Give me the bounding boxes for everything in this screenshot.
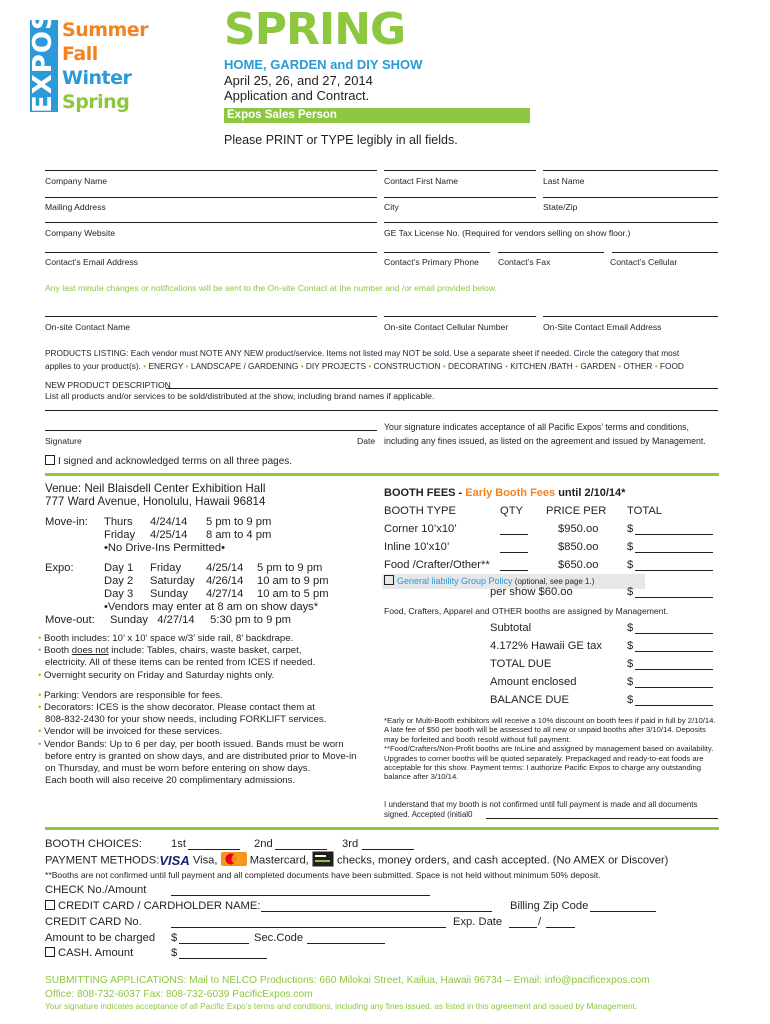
- cellular-label: Contact’s Cellular: [610, 257, 678, 267]
- credit-card-no-label: CREDIT CARD No.: [45, 916, 142, 928]
- balance-due-input[interactable]: [635, 705, 713, 706]
- movein-day: Thurs: [104, 516, 133, 528]
- season-summer: Summer: [62, 19, 149, 41]
- expos-logo-bar: [28, 10, 58, 113]
- product-list-line[interactable]: [45, 410, 718, 411]
- booth-choices-label: BOOTH CHOICES:: [45, 838, 142, 850]
- onsite-name-label: On-site Contact Name: [45, 322, 131, 332]
- fine-print: *Early or Multi-Booth exhibitors will receive a 10% discount on booth fees if paid in full by 2/10/14. A late fee of $50 per booth will be assessed to all new or unpaid booths after 3/10/14. Deposits may be forfeited and booth resold without full payment. **Food/Crafters/Non-Profit booths are InLine and assigned by management based on availability. Upgrades to corner booths will be quoted separately. Prepackaged and ready-to-eat foods are acceptable for this show. Payment terms: I authorize Pacific Expos to charge any outstanding balance after 3/10/14.: [384, 716, 716, 782]
- check-no-label: CHECK No./Amount: [45, 884, 147, 896]
- expo-day: Friday: [150, 562, 182, 574]
- exp-month-input[interactable]: [509, 927, 537, 928]
- booth-info-block: • Booth includes: 10’ x 10’ space w/3’ side rail, 8’ backdrape. • Booth does not include: Tables, chairs, waste basket, carpet, electricity. All of these items can be rented from ICES if needed. • Overnight security on Friday and Saturday nights only. • Parking: Vendors are responsible for fees. • Decorators: ICES is the show decorator. Please contact them at 808-832-2430 for your show needs, including FORKLIFT services. • Vendor will be invoiced for these services. • Vendor Bands: Up to 6 per day, per booth issued. Bands must be worn before entry is granted on show days, and are distributed prior to Move-in on Thursday, and must be worn before entering on show days. Each booth will also receive 20 complimentary admissions.: [38, 633, 357, 787]
- product-categories: applies to your product(s). • ENERGY • LANDSCAPE / GARDENING • DIY PROJECTS • CONSTRUCTION • DECORATING • KITCHEN /BATH • GARDEN • OTHER • FOOD: [45, 361, 684, 371]
- cash-row[interactable]: CASH. Amount: [45, 947, 133, 959]
- category-kitchen-bath[interactable]: KITCHEN /BATH: [510, 361, 573, 371]
- total-input[interactable]: [635, 534, 713, 535]
- dollar-sign: $: [627, 658, 634, 670]
- venue-line-1: Venue: Neil Blaisdell Center Exhibition Hall: [45, 482, 266, 495]
- cardholder-name-input[interactable]: [261, 911, 492, 912]
- credit-card-no-input[interactable]: [171, 927, 446, 928]
- per-show-total: $: [627, 586, 634, 598]
- expo-time: 10 am to 9 pm: [257, 575, 329, 587]
- expo-label: Expo:: [45, 562, 74, 574]
- website-line[interactable]: [45, 222, 377, 223]
- expo-time: 10 am to 5 pm: [257, 588, 329, 600]
- dollar-sign: $: [627, 676, 634, 688]
- qty-input[interactable]: [500, 570, 528, 571]
- cellular-line[interactable]: [612, 252, 718, 253]
- exp-date-label: Exp. Date: [453, 916, 503, 928]
- company-name-line[interactable]: [45, 170, 377, 171]
- ge-tax-line[interactable]: [384, 222, 718, 223]
- balance-due-label: BALANCE DUE: [490, 694, 569, 706]
- footer-office: Office: 808-732-6037 Fax: 808-732-6039 PacificExpos.com: [45, 989, 313, 1000]
- initial-input[interactable]: [486, 818, 718, 819]
- expo-date: 4/26/14: [206, 575, 244, 587]
- first-choice-input[interactable]: [188, 849, 240, 850]
- movein-time: 8 am to 4 pm: [206, 529, 272, 541]
- dollar-sign: $: [627, 640, 634, 652]
- check-icon: [312, 851, 334, 870]
- mailing-address-label: Mailing Address: [45, 202, 106, 212]
- ack-checkbox[interactable]: [45, 455, 55, 465]
- amount-charged-input[interactable]: [179, 943, 249, 944]
- expo-date: 4/27/14: [206, 588, 244, 600]
- mailing-address-line[interactable]: [45, 197, 377, 198]
- sec-code-input[interactable]: [307, 943, 385, 944]
- mastercard-icon: [221, 851, 247, 870]
- primary-phone-label: Contact’s Primary Phone: [384, 257, 479, 267]
- section-divider-2: [45, 827, 719, 830]
- subtotal-input[interactable]: [635, 633, 713, 634]
- onsite-notice: Any last minute changes or notifications will be sent to the On-site Contact at the number and /or email provided below.: [45, 283, 497, 293]
- exp-year-input[interactable]: [546, 927, 575, 928]
- fee-row-price: $850.oo: [558, 541, 599, 553]
- expo-day: Sunday: [150, 588, 188, 600]
- footer-terms: Your signature indicates acceptance of all Pacific Expo’s terms and conditions, including any fines issued, as listed in this agreement and issued by Management.: [45, 1001, 638, 1011]
- fee-row-type: Inline 10’x10’: [384, 541, 450, 553]
- season-winter: Winter: [62, 67, 132, 89]
- cash-checkbox[interactable]: [45, 947, 55, 957]
- venue-line-2: 777 Ward Avenue, Honolulu, Hawaii 96814: [45, 495, 266, 508]
- onsite-cell-line[interactable]: [384, 316, 536, 317]
- sales-person-bar: [224, 108, 530, 123]
- expo-day: Saturday: [150, 575, 195, 587]
- amount-charged-label: Amount to be charged: [45, 932, 156, 944]
- payment-methods-row: PAYMENT METHODS:VISA Visa, Mastercard, checks, money orders, and cash accepted. (No AMEX or Discover): [45, 853, 669, 868]
- fee-row-total: $: [627, 559, 634, 571]
- instruction-text: Please PRINT or TYPE legibly in all fields.: [224, 133, 458, 147]
- food-booth-note: Food, Crafters, Apparel and OTHER booths are assigned by Management.: [384, 606, 669, 616]
- category-diy[interactable]: DIY PROJECTS: [305, 361, 367, 371]
- signature-label: Signature: [45, 436, 82, 446]
- qty-input[interactable]: [500, 534, 528, 535]
- amount-enclosed-label: Amount enclosed: [490, 676, 577, 688]
- ge-tax-label: GE Tax License No. (Required for vendors selling on show floor.): [384, 228, 631, 238]
- company-name-label: Company Name: [45, 176, 108, 186]
- qty-input[interactable]: [500, 552, 528, 553]
- movein-date: 4/25/14: [150, 529, 188, 541]
- fax-label: Contact’s Fax: [498, 257, 551, 267]
- city-label: City: [384, 202, 399, 212]
- signature-note-2: including any fines issued, as listed on the agreement and issued by Management.: [384, 436, 706, 446]
- total-input[interactable]: [635, 570, 713, 571]
- fax-line[interactable]: [498, 252, 604, 253]
- sec-code-label: Sec.Code: [254, 932, 304, 944]
- dollar-sign: $: [627, 694, 634, 706]
- onsite-cell-label: On-site Contact Cellular Number: [384, 322, 509, 332]
- category-garden[interactable]: GARDEN: [580, 361, 616, 371]
- col-total: TOTAL: [627, 505, 663, 517]
- email-label: Contact’s Email Address: [45, 257, 138, 267]
- category-food[interactable]: FOOD: [659, 361, 684, 371]
- category-decorating[interactable]: DECORATING: [448, 361, 503, 371]
- tax-input[interactable]: [635, 651, 713, 652]
- onsite-email-line[interactable]: [543, 316, 718, 317]
- signature-line[interactable]: [45, 430, 377, 431]
- liability-row[interactable]: General liability Group Policy (optional, see page 1.): [382, 574, 645, 589]
- fee-row-total: $: [627, 541, 634, 553]
- movein-label: Move-in:: [45, 516, 88, 528]
- signature-note-1: Your signature indicates acceptance of all Pacific Expos’ terms and conditions,: [384, 422, 689, 432]
- fee-row-type: Corner 10’x10’: [384, 523, 457, 535]
- new-product-line[interactable]: [166, 388, 718, 389]
- moveout-value: Sunday 4/27/14 5:30 pm to 9 pm: [110, 614, 291, 626]
- last-name-label: Last Name: [543, 176, 585, 186]
- credit-card-checkbox[interactable]: [45, 900, 55, 910]
- season-spring: Spring: [62, 91, 130, 113]
- second-choice-input[interactable]: [275, 849, 327, 850]
- second-choice-label: 2nd: [254, 838, 273, 850]
- moveout-label: Move-out:: [45, 614, 95, 626]
- fee-row-total: $: [627, 523, 634, 535]
- first-choice-label: 1st: [171, 838, 186, 850]
- expo-date: 4/25/14: [206, 562, 244, 574]
- state-zip-label: State/Zip: [543, 202, 578, 212]
- contact-first-label: Contact First Name: [384, 176, 459, 186]
- primary-phone-line[interactable]: [384, 252, 490, 253]
- show-title: SPRING: [224, 4, 406, 55]
- state-zip-line[interactable]: [543, 197, 718, 198]
- expo-time: 5 pm to 9 pm: [257, 562, 323, 574]
- col-price-per: PRICE PER: [546, 505, 607, 517]
- dollar-sign: $: [627, 622, 634, 634]
- tax-label: 4.172% Hawaii GE tax: [490, 640, 602, 652]
- fee-row-price: $950.oo: [558, 523, 599, 535]
- city-line[interactable]: [384, 197, 536, 198]
- billing-zip-input[interactable]: [590, 911, 656, 912]
- last-name-line[interactable]: [543, 170, 718, 171]
- third-choice-input[interactable]: [362, 849, 414, 850]
- website-label: Company Website: [45, 228, 116, 238]
- doc-title: Application and Contract.: [224, 88, 370, 103]
- movein-day: Friday: [104, 529, 136, 541]
- vendors-8am: •Vendors may enter at 8 am on show days*: [104, 601, 319, 613]
- subtotal-label: Subtotal: [490, 622, 532, 634]
- movein-date: 4/24/14: [150, 516, 188, 528]
- category-landscape[interactable]: LANDSCAPE / GARDENING: [190, 361, 299, 371]
- col-booth-type: BOOTH TYPE: [384, 505, 456, 517]
- dollar-sign: $: [171, 947, 178, 959]
- liability-total-input[interactable]: [635, 597, 713, 598]
- movein-time: 5 pm to 9 pm: [206, 516, 272, 528]
- not-confirmed-note: **Booths are not confirmed until full payment and all completed documents have been submitted. Space is not held without minimum 50% deposit.: [45, 870, 601, 880]
- confirm-line-1: I understand that my booth is not confirmed until full payment is made and all documents: [384, 800, 698, 809]
- category-other[interactable]: OTHER: [623, 361, 653, 371]
- email-line[interactable]: [45, 252, 377, 253]
- check-no-input[interactable]: [171, 895, 430, 896]
- sales-person-label: Expos Sales Person: [227, 109, 337, 121]
- billing-zip-label: Billing Zip Code: [510, 900, 589, 912]
- third-choice-label: 3rd: [342, 838, 359, 850]
- amount-enclosed-input[interactable]: [635, 687, 713, 688]
- confirm-line-2: signed. Accepted (initial0: [384, 810, 473, 819]
- booth-fees-title: BOOTH FEES - Early Booth Fees until 2/10/14*: [384, 487, 626, 499]
- date-label: Date: [357, 436, 376, 446]
- new-product-label: NEW PRODUCT DESCRIPTION: [45, 380, 171, 390]
- expo-day-num: Day 2: [104, 575, 134, 587]
- show-subtitle: HOME, GARDEN and DIY SHOW: [224, 57, 423, 72]
- expos-logo-text: EXPOS: [28, 10, 58, 113]
- col-qty: QTY: [500, 505, 523, 517]
- exp-slash: /: [538, 916, 542, 928]
- fee-row-type: Food /Crafter/Other**: [384, 559, 490, 571]
- cash-amount-input[interactable]: [179, 958, 267, 959]
- total-input[interactable]: [635, 552, 713, 553]
- list-all-products: List all products and/or services to be sold/distributed at the show, including brand names if applicable.: [45, 391, 435, 401]
- expo-day-num: Day 3: [104, 588, 134, 600]
- show-dates: April 25, 26, and 27, 2014: [224, 73, 373, 88]
- category-construction[interactable]: CONSTRUCTION: [373, 361, 441, 371]
- season-fall: Fall: [62, 43, 98, 65]
- fee-row-price: $650.oo: [558, 559, 599, 571]
- contact-first-line[interactable]: [384, 170, 536, 171]
- no-driveins: •No Drive-Ins Permitted•: [104, 542, 225, 554]
- visa-icon: VISA: [159, 853, 190, 868]
- expo-day-num: Day 1: [104, 562, 134, 574]
- footer-submitting: SUBMITTING APPLICATIONS: Mail to NELCO Productions: 660 Milokai Street, Kailua, Hawaii 96734 – Email: info@pacificexpos.com: [45, 975, 650, 986]
- onsite-email-label: On-Site Contact Email Address: [543, 322, 662, 332]
- dollar-sign: $: [171, 932, 178, 944]
- credit-card-name-row[interactable]: CREDIT CARD / CARDHOLDER NAME:: [45, 900, 260, 912]
- category-energy[interactable]: ENERGY: [148, 361, 184, 371]
- section-divider: [45, 473, 719, 476]
- products-listing-text: PRODUCTS LISTING: Each vendor must NOTE ANY NEW product/service. Items not listed may NOT be sold. Use a separate sheet if needed. Circle the category that most: [45, 348, 680, 358]
- per-show-price: per show $60.oo: [490, 586, 573, 598]
- liability-checkbox[interactable]: [384, 575, 394, 585]
- ack-checkbox-row[interactable]: I signed and acknowledged terms on all three pages.: [45, 455, 292, 467]
- onsite-name-line[interactable]: [45, 316, 377, 317]
- total-due-input[interactable]: [635, 669, 713, 670]
- total-due-label: TOTAL DUE: [490, 658, 552, 670]
